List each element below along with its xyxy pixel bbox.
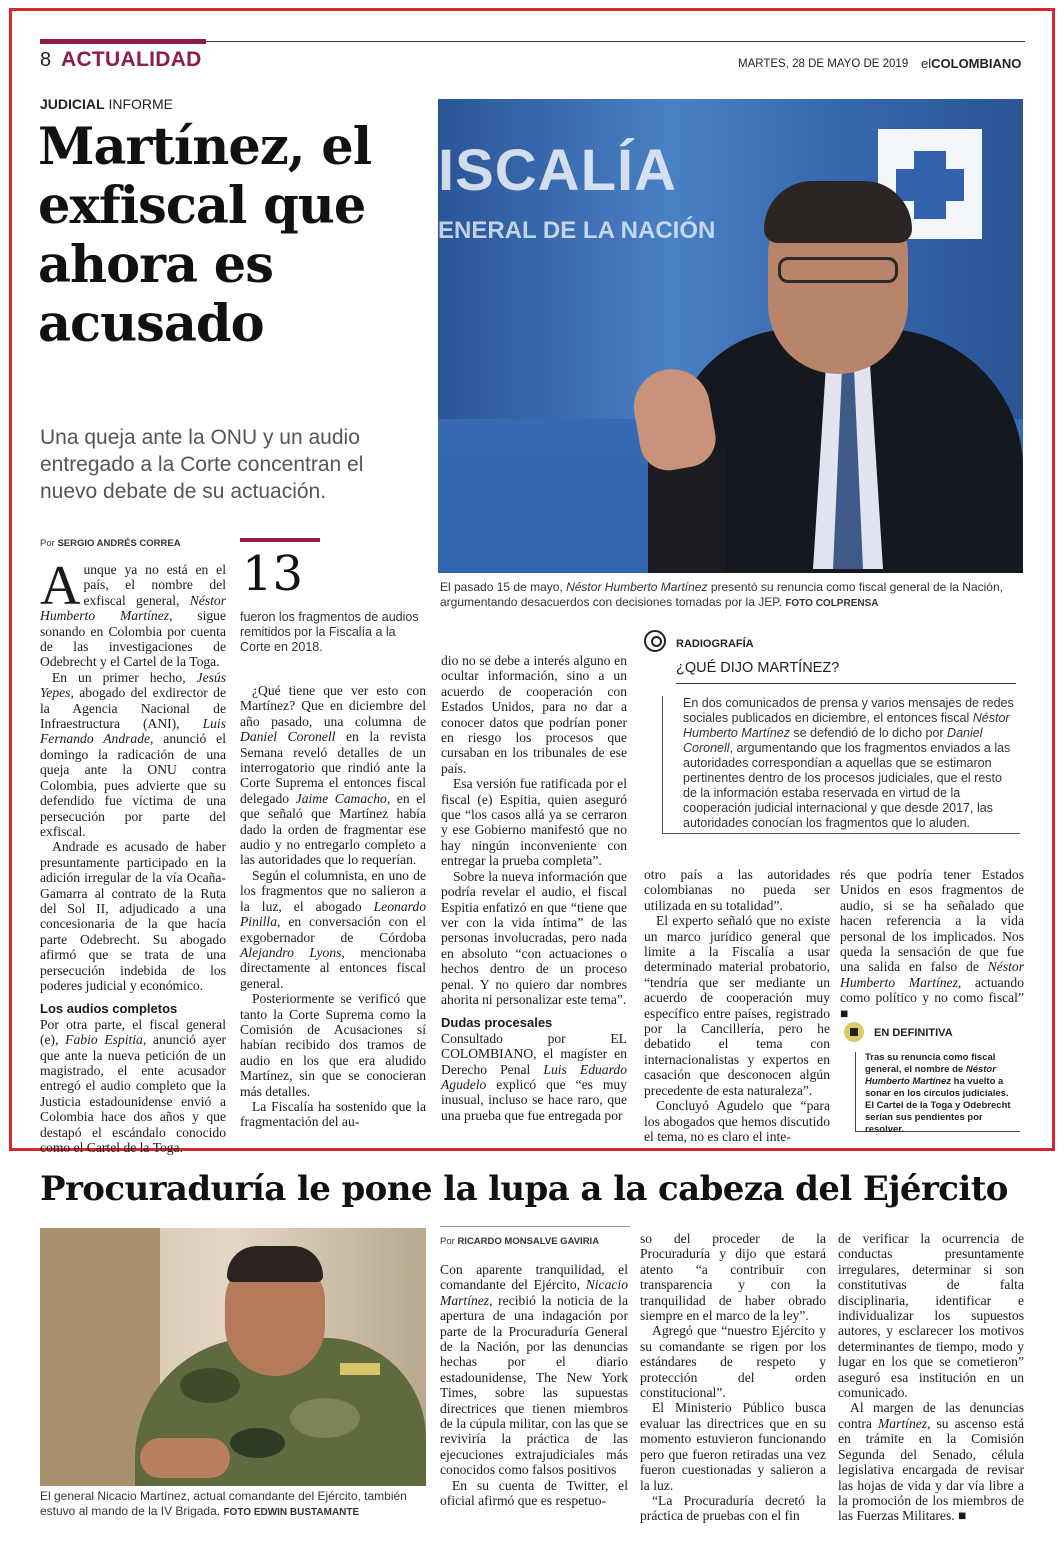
photo-subject-hair [764, 181, 912, 243]
article-kicker [40, 96, 173, 112]
photo-subject-hands [140, 1438, 230, 1478]
rank-insignia-icon [340, 1363, 380, 1375]
paragraph: En su cuenta de Twitter, el oficial afirmó que es respetuo- [440, 1477, 628, 1509]
paragraph: La Fiscalía ha sostenido que la fragmentación del au- [240, 1098, 426, 1130]
text: , anunció el domingo la radicación de una queja ante la ONU contra Colombia, pues advierte que su defendido fue víctima de una persecución por parte del exfiscal. [40, 731, 226, 839]
paragraph [40, 1017, 226, 1156]
lead-photo-caption [440, 580, 1020, 611]
text: rés que podría tener Estados Unidos en esos fragmentos de audio, si se ha señalado que hacen referencia a la vida personal de los implicados. Nos queda la sensación de que fue una salida en falso de [840, 867, 1024, 975]
section-accent-bar [40, 39, 206, 44]
radiografia-sidebar [644, 630, 1024, 830]
paragraph [240, 683, 426, 868]
sidebar-title: ¿QUÉ DIJO MARTÍNEZ? [676, 660, 840, 676]
person-name: Alejandro Lyons [240, 944, 342, 960]
text: ¿Qué tiene que ver esto con Martínez? Que en diciembre del año pasado, una columna de [240, 683, 426, 729]
camo-pattern [180, 1368, 240, 1403]
text: En dos comunicados de prensa y varios mensajes de redes sociales publicados en diciembre, el entonces fiscal [683, 696, 1014, 725]
paragraph [838, 1400, 1024, 1523]
byline-author: RICARDO MONSALVE GAVIRIA [457, 1236, 600, 1247]
byline-prefix: Por [440, 1236, 458, 1247]
stat-accent-bar [240, 538, 320, 542]
paragraph: otro país a las autoridades colombianas no pueda ser utilizada en su totalidad”. [644, 867, 830, 913]
article-column-1 [40, 555, 227, 1156]
byline-rule [440, 1226, 630, 1227]
caption-text: El general Nicacio Martínez, actual comandante del Ejército, también estuvo al mando de la IV Brigada. [40, 1489, 407, 1518]
person-name: Nicacio Martínez [440, 1277, 628, 1308]
person-name: Luis Fernando Andrade [40, 716, 226, 747]
page-number: 8 [40, 49, 52, 71]
article-subhead: Una queja ante la ONU y un audio entregado a la Corte concentran el nuevo debate de su actuación. [40, 426, 364, 503]
text: ha vuelto a sonar en los círculos judiciales. El Cartel de la Toga y Odebrecht serían sus pendientes por resolver. [865, 1076, 1011, 1135]
text: Con aparente tranquilidad, el comandante del Ejército, [440, 1262, 628, 1293]
newspaper-brand [921, 56, 1021, 71]
photo-subject-hair [227, 1246, 323, 1282]
photo-sign-text: ISCALÍA [438, 138, 677, 203]
person-name: Néstor Humberto Martínez [865, 1064, 996, 1087]
stat-number: 13 [242, 546, 304, 602]
photo-sign-subtext: ENERAL DE LA NACIÓN [438, 217, 716, 244]
text: en la revista Semana reveló detalles de un interrogatorio que rindió ante la Corte Suprema el entonces fiscal delegado [240, 729, 426, 806]
camo-pattern [290, 1398, 360, 1438]
article-column-2 [240, 683, 426, 1130]
magnifier-icon [644, 630, 666, 652]
article-column-4 [644, 867, 830, 1144]
sidebar-kicker: RADIOGRAFÍA [676, 638, 754, 650]
person-name: Fabio Espitia [65, 1032, 143, 1048]
person-name: Martínez [877, 1415, 928, 1431]
text: , actuando como político y no como fiscal” ■ [840, 974, 1024, 1021]
second-column-2 [640, 1231, 826, 1524]
second-column-1 [440, 1262, 628, 1509]
photo-subject-glasses [778, 257, 898, 283]
lead-photo [438, 99, 1023, 573]
byline-prefix: Por [40, 538, 58, 549]
article-column-5 [840, 867, 1024, 1021]
text: unque ya no está en el país, el nombre del exfiscal general, [83, 562, 226, 608]
text: Tras su renuncia como fiscal general, el nombre de [865, 1052, 996, 1075]
text: , sigue sonando en Colombia por cuenta de las investigaciones de Odebrecht y el Cartel de la Toga. [40, 608, 226, 670]
paragraph: Posteriormente se verificó que tanto la Corte Suprema como la Comisión de Acusaciones sí habían recibido dos tramos de audio en los que era aludido Martínez, sin que se conocieran más detalles. [240, 991, 426, 1099]
text: Por otra parte, el fiscal general (e), [40, 1016, 226, 1048]
caption-text-rest: presentó su renuncia como fiscal general de la Nación, argumentando desacuerdos con decisiones tomadas por la JEP. [440, 580, 1003, 609]
publication-date: MARTES, 28 DE MAYO DE 2019 [738, 58, 909, 70]
paragraph [40, 670, 226, 839]
text: , anunció ayer que ante la nueva petición de un magistrado, el ente acusador entregó el audio completo que la Justicia estadounidense envió a Colombia hace dos años y que destapó el escándalo conocido como el Cartel de la Toga. [40, 1032, 227, 1156]
kicker-category: JUDICIAL [40, 96, 105, 112]
text: , en conversación con el exgobernador de Córdoba [240, 914, 426, 945]
paragraph: El Ministerio Público busca evaluar las directrices que en su momento estuvieron funcionando pero que fueron retiradas una vez fueron cuestionadas y salieron a la luz. [640, 1400, 826, 1493]
person-name: Daniel Coronell [683, 726, 983, 755]
second-column-3 [838, 1231, 1024, 1524]
section-subheading: Los audios completos [40, 1001, 178, 1017]
text: Al margen de las denuncias contra [838, 1400, 1024, 1431]
byline [440, 1236, 599, 1247]
paragraph [441, 1031, 627, 1123]
text: se defendió de lo dicho por [789, 726, 948, 740]
paragraph: Concluyó Agudelo que “para los abogados que hemos discutido el tema, no es claro el inte- [644, 1098, 830, 1144]
caption-text: El pasado 15 de mayo, [440, 580, 567, 594]
paragraph: Andrade es acusado de haber presuntamente participado en la adición irregular de la vía Ocaña-Gamarra al contrato de la Ruta del Sol II, adjudicado a una concesionaria de la que hacía parte Odebrecht. Su abogado afirmó que se trata de una persecución indebida de los poderes judicial y económico. [40, 839, 226, 993]
paragraph [840, 867, 1024, 1021]
brand-prefix: el [921, 56, 932, 71]
byline [40, 538, 181, 549]
text: , argumentando que los fragmentos enviados a las autoridades correspondían a aquellas que se estimaron pertinentes dentro de los procesos judiciales, que el resto de la información estaba reservada en virtud de la cooperación judicial internacional y que desde 2017, las autoridades conocían los fragmentos que lo aluden. [683, 741, 1011, 830]
caption-person: Néstor Humberto Martínez [566, 580, 708, 594]
paragraph [240, 868, 426, 991]
byline-author: SERGIO ANDRÉS CORREA [57, 538, 181, 549]
drop-cap: A [40, 555, 81, 617]
text: , abogado del exdirector de la Agencia Nacional de Infraestructura (ANI), [40, 685, 226, 732]
kicker-type: INFORME [104, 96, 174, 112]
summary-title: EN DEFINITIVA [874, 1027, 953, 1039]
text: , recibió la noticia de la apertura de una indagación por parte de la Procuraduría General de la Nación, por las denuncias hechas por el diario estadounidense, The New York Times, sobre las supuestas directrices que tienen miembros de la cúpula militar, con las que se reviviría la práctica de las ejecuciones extrajudiciales más conocidos como falsos positivos [440, 1292, 628, 1478]
brand-name: COLOMBIANO [931, 56, 1022, 71]
text: , mencionaba directamente al entonces fiscal general. [240, 944, 426, 991]
section-subheading: Dudas procesales [441, 1015, 553, 1031]
camo-pattern [230, 1428, 285, 1458]
second-headline: Procuraduría le pone la lupa a la cabeza del Ejército [40, 1169, 1008, 1209]
paragraph: Esa versión fue ratificada por el fiscal (e) Espitia, quien aseguró que “los casos allá ya se cerraron y ese Gobierno manifestó que no hay ningún inconveniente con entregar la prueba completa”. [441, 776, 627, 869]
text: explicó que “es muy inusual, incluso se hace raro, que una prueba que fue entregada por [441, 1076, 627, 1123]
paragraph: “La Procuraduría decretó la práctica de pruebas con el fin [640, 1492, 826, 1524]
person-name: Néstor Humberto Martínez [40, 592, 226, 624]
sidebar-rule [676, 683, 1016, 684]
photo-credit: FOTO COLPRENSA [785, 598, 879, 609]
person-name: Néstor Humberto Martínez [840, 959, 1024, 990]
paragraph: Sobre la nueva información que podría revelar el audio, el fiscal Espitia enfatizó en que “tiene que ver con la vida íntima” de las personas involucradas, pero nada en absoluto “con actuaciones o hechos dentro de un proceso penal. Y no quiero dar nombres ahorita ni personalizar este tema”. [441, 868, 627, 1007]
text: , su ascenso está en trámite en la Comisión Segunda del Senado, célula legislativa encargada de revisar las hojas de vida y dar vía libre a la promoción de los miembros de las Fuerzas Militares. ■ [838, 1415, 1024, 1524]
paragraph: de verificar la ocurrencia de conductas presuntamente irregulares, determinar si son constitutivas de falta disciplinaria, identificar e individualizar los supuestos autores, y esclarecer los motivos determinantes de tiempo, modo y lugar en los que se cometieron” aseguró esa institución en un comunicado. [838, 1231, 1024, 1401]
sidebar-body [662, 696, 1020, 834]
second-photo [40, 1228, 426, 1486]
text: Consultado por EL COLOMBIANO, el magíster en Derecho Penal [441, 1030, 627, 1077]
paragraph: Agregó que “nuestro Ejército y su comandante se rigen por los estándares de respeto y protección del orden constitucional”. [640, 1323, 826, 1401]
person-name: Jesús Yepes [40, 669, 226, 701]
stat-description: fueron los fragmentos de audios remitidos por la Fiscalía a la Corte en 2018. [240, 610, 419, 654]
text: , en el que señaló que Martínez había dado la orden de fragmentar ese audio y no entregarlo completo a las autoridades que lo requerían. [240, 790, 427, 868]
person-name: Luis Eduardo Agudelo [441, 1061, 627, 1092]
section-name: ACTUALIDAD [61, 48, 202, 71]
person-name: Daniel Coronell [240, 729, 336, 745]
person-name: Jaime Camacho [295, 790, 387, 806]
text: En un primer hecho, [52, 669, 197, 685]
main-headline: Martínez, el exfiscal que ahora es acusado [38, 117, 372, 354]
summary-icon [844, 1022, 864, 1042]
person-name: Néstor Humberto Martínez [683, 711, 1010, 740]
person-name: Leonardo Pinilla [240, 898, 426, 930]
paragraph: dio no se debe a interés alguno en ocultar información, sino a un acuerdo de cooperación con Estados Unidos, para no dar a conocer datos que podrían poner en riesgo los procesos que cursaban en los tribunales de ese país. [441, 653, 627, 776]
paragraph [40, 555, 226, 670]
paragraph: El experto señaló que no existe un marco jurídico general que limite a la Fiscalía a usar determinado material probatorio, “tendría que ser mediante un acuerdo de cooperación muy específico entre países, registrado por la Cancillería, pero he debatido el tema con internacionalistas y expertos en casación que desconocen algún precedente de esta naturaleza”. [644, 913, 830, 1098]
paragraph [440, 1262, 628, 1478]
paragraph: so del proceder de la Procuraduría y dijo que estará atento “a contribuir con transparencia y con la tranquilidad de haber obrado siempre en el marco de la ley”. [640, 1231, 826, 1324]
summary-body [855, 1052, 1020, 1135]
second-photo-caption [40, 1489, 430, 1520]
article-column-3 [441, 653, 627, 1123]
text: Según el columnista, en uno de los fragmentos que no salieron a la luz, el abogado [240, 867, 426, 914]
photo-credit: FOTO EDWIN BUSTAMANTE [223, 1507, 360, 1518]
